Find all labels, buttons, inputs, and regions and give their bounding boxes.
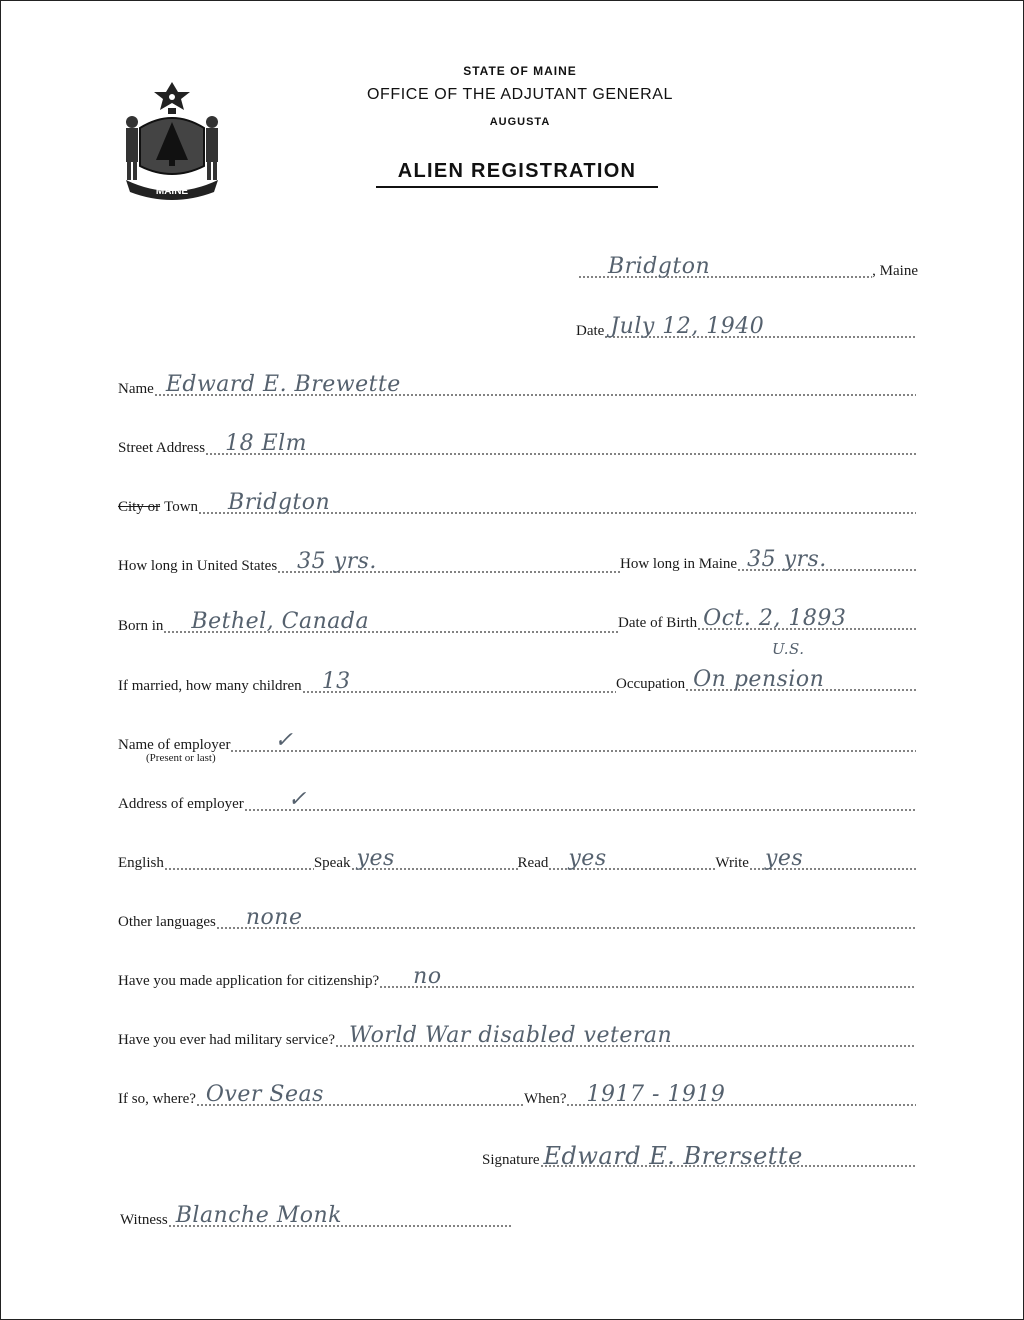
dob-label: Date of Birth [618,615,698,631]
english-row [118,846,916,872]
read-label: Read [517,855,549,871]
occupation-value: On pension [693,667,825,692]
dob-row [618,606,916,632]
where-row [118,1082,524,1108]
place-field[interactable] [578,254,872,280]
english-leader [164,854,314,872]
english-label: English [118,855,164,871]
town-label: Town [164,499,199,515]
us-duration-field[interactable] [277,549,620,575]
dob-field[interactable] [697,606,916,632]
header-office: OFFICE OF THE ADJUTANT GENERAL [366,86,674,103]
name-row [118,372,916,398]
occupation-row [616,667,916,693]
military-field[interactable] [335,1023,916,1049]
name-label: Name [118,381,154,397]
read-field[interactable] [548,846,715,872]
write-value: yes [764,846,804,871]
us-duration-label: How long in United States [118,558,278,574]
born-field[interactable] [163,609,618,635]
born-value: Bethel, Canada [191,609,370,634]
seal-text: MAINE [155,186,189,197]
town-value: Bridgton [228,490,331,515]
employer-field[interactable] [230,728,916,754]
other-languages-row [118,905,916,931]
maine-duration-value: 35 yrs. [747,547,827,572]
other-languages-value: none [245,905,303,930]
town-field[interactable] [198,490,916,516]
military-label: Have you ever had military service? [118,1032,335,1048]
when-row [524,1082,916,1108]
employer-address-row [118,787,916,813]
when-field[interactable] [566,1082,916,1108]
born-label: Born in [118,618,164,634]
signature-row [482,1142,916,1170]
where-value: Over Seas [205,1082,324,1107]
place-value: Bridgton [608,254,711,279]
maine-duration-field[interactable] [737,547,916,573]
place-suffix: , Maine [872,263,918,279]
name-value: Edward E. Brewette [165,372,401,397]
street-row [118,431,916,457]
where-field[interactable] [196,1082,524,1108]
street-value: 18 Elm [225,431,308,456]
maine-duration-label: How long in Maine [620,556,738,572]
other-languages-field[interactable] [216,905,916,931]
town-row [118,490,916,516]
other-languages-label: Other languages [118,914,216,930]
occupation-note: U.S. [772,640,805,658]
military-value: World War disabled veteran [349,1023,673,1048]
date-field[interactable] [604,314,916,340]
speak-label: Speak [313,855,351,871]
when-label: When? [524,1091,567,1107]
header-city: AUGUSTA [489,116,551,128]
signature-value: Edward E. Brersette [543,1142,803,1170]
citizenship-label: Have you made application for citizenship? [118,973,380,989]
speak-field[interactable] [351,846,518,872]
citizenship-field[interactable] [379,964,916,990]
employer-address-label: Address of employer [118,796,244,812]
witness-label: Witness [120,1212,168,1228]
born-row [118,609,618,635]
speak-value: yes [356,846,395,871]
write-label: Write [715,855,749,871]
street-label: Street Address [118,440,206,456]
children-label: If married, how many children [118,678,302,694]
town-label-struck: City or [118,499,161,515]
place-row [578,254,918,280]
employer-row [118,728,916,754]
when-value: 1917 - 1919 [586,1082,726,1107]
date-row [576,314,916,340]
occupation-label: Occupation [616,676,686,692]
witness-value: Blanche Monk [175,1203,342,1228]
where-label: If so, where? [118,1091,196,1107]
employer-address-value: ✓ [287,787,307,812]
occupation-field[interactable] [685,667,916,693]
employer-value: ✓ [274,728,294,753]
write-field[interactable] [749,846,916,872]
employer-label: Name of employer [118,737,231,753]
name-field[interactable] [154,372,916,398]
citizenship-value: no [413,964,442,989]
employer-address-field[interactable] [244,787,916,813]
form-title: ALIEN REGISTRATION [376,160,658,188]
signature-label: Signature [482,1152,540,1168]
children-row [118,669,616,695]
dob-value: Oct. 2, 1893 [703,606,847,631]
signature-field[interactable] [540,1142,917,1170]
header-state: STATE OF MAINE [463,64,577,78]
children-field[interactable] [302,669,616,695]
military-row [118,1023,916,1049]
read-value: yes [568,846,607,871]
witness-field[interactable] [168,1203,512,1229]
street-field[interactable] [205,431,916,457]
maine-duration-row [620,547,916,573]
children-value: 13 [321,669,351,694]
citizenship-row [118,964,916,990]
employer-sublabel: (Present or last) [146,752,216,764]
date-label: Date [576,323,605,339]
us-duration-value: 35 yrs. [297,549,377,574]
witness-row [120,1203,512,1229]
us-duration-row [118,549,620,575]
date-value: July 12, 1940 [610,314,765,339]
